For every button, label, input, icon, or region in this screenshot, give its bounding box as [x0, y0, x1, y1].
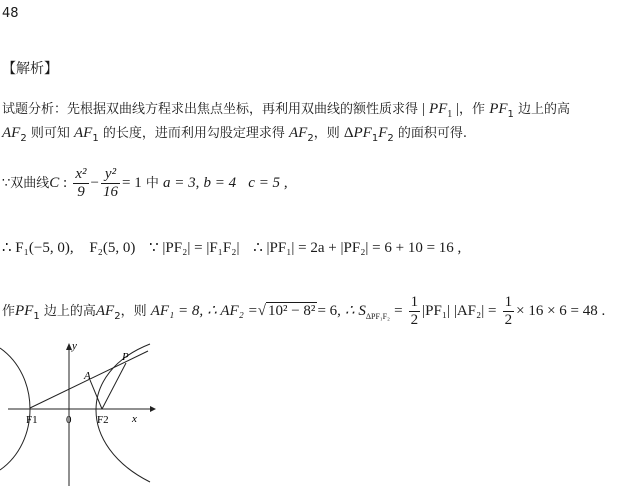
step1-prefix: ∵双曲线 [2, 176, 50, 191]
step-1-line: ∵双曲线C : $\frac{\text{x²}}{9}$ − $\frac{\text{y²}}{16}$ = 1 中 a = 3, b = 4 c = 5 , [2, 166, 288, 200]
analysis-text-2c: ，则 [313, 126, 340, 141]
label-a: A [84, 370, 91, 382]
half-fraction-1: $\frac{1}{2}$ [410, 294, 419, 328]
label-origin: 0 [66, 414, 72, 426]
answer-text: 48 [2, 6, 19, 21]
a-value: a = 3 [163, 175, 196, 191]
analysis-label: 试题分析： [2, 102, 68, 117]
analysis-line-1: 试题分析：先根据双曲线方程求出焦点坐标，再利用双曲线的额性质求得 | $PF_1$ |，作 $PF_1$ 边上的高 [2, 101, 571, 120]
b-value: b = 4 [203, 175, 237, 191]
analysis-text-1: 先根据双曲线方程求出焦点坐标，再利用双曲线的额性质求得 [67, 102, 419, 117]
pf1-symbol: PF [489, 101, 508, 117]
analysis-line-2: $AF_2$ 则可知 $AF_1$ 的长度，进而利用勾股定理求得 $AF_2$，则 $\Delta PF_1F_2$ 的面积可得. [2, 125, 468, 144]
area-label: ∴ $S_{\Delta PF_1F_2}$ [345, 303, 390, 321]
af1-value: AF₁ = 8, [150, 303, 204, 319]
label-y: y [72, 340, 77, 352]
foci-f1: ∴ F₁(−5, 0), [2, 240, 74, 256]
foci-f2: F₂(5, 0) [89, 240, 136, 256]
x-axis-arrow-icon [150, 406, 156, 412]
label-f2: F2 [97, 414, 109, 426]
condition: ∵ |PF₂| = |F₁F₂| [149, 240, 240, 256]
step1-mid: 中 [145, 176, 159, 191]
analysis-text-2d: 的面积可得. [397, 126, 468, 141]
step-3-line: 作$PF_1$ 边上的高$AF_2$，则 AF₁ = 8, ∴ AF₂ =√ 10² − 8² = 6, ∴ $S_{\Delta PF_1F_2}$ = $\frac{1}{2}$ |PF₁| |AF₂| = $\frac{1}{2}$ × 16 × 6 = 48 . [2, 294, 606, 328]
af2-label: ∴ AF₂ = [207, 303, 258, 319]
hyperbola-figure [0, 336, 200, 496]
area-calc: × 16 × 6 = 48 . [516, 303, 606, 319]
pf1-abs: | $PF_1$ | [422, 101, 460, 120]
label-x: x [132, 413, 137, 425]
right-branch [96, 344, 150, 482]
segment-pf2 [102, 363, 126, 409]
step-2-line [2, 238, 461, 257]
analysis-text-2b: 的长度，进而利用勾股定理求得 [102, 126, 285, 141]
pf1-result: ∴ |PF₁| = 2a + |PF₂| = 6 + 10 = 16 , [253, 240, 462, 256]
label-p: P [122, 351, 129, 363]
analysis-text-2a: 则可知 [30, 126, 70, 141]
analysis-text-1-end: ，作 [459, 102, 486, 117]
label-f1: F1 [26, 414, 38, 426]
analysis-text-1-tail: 边上的高 [518, 102, 571, 117]
section-title: 【解析】 [2, 61, 58, 77]
fraction-x: $\frac{\text{x²}}{9}$ [75, 166, 87, 200]
fraction-y: $\frac{\text{y²}}{16}$ [102, 166, 118, 200]
c-value: c = 5 [248, 175, 281, 191]
half-fraction-2: $\frac{1}{2}$ [504, 294, 513, 328]
radical: 10² − 8² [267, 303, 316, 319]
abs-product: |PF₁| |AF₂| = [422, 303, 497, 319]
